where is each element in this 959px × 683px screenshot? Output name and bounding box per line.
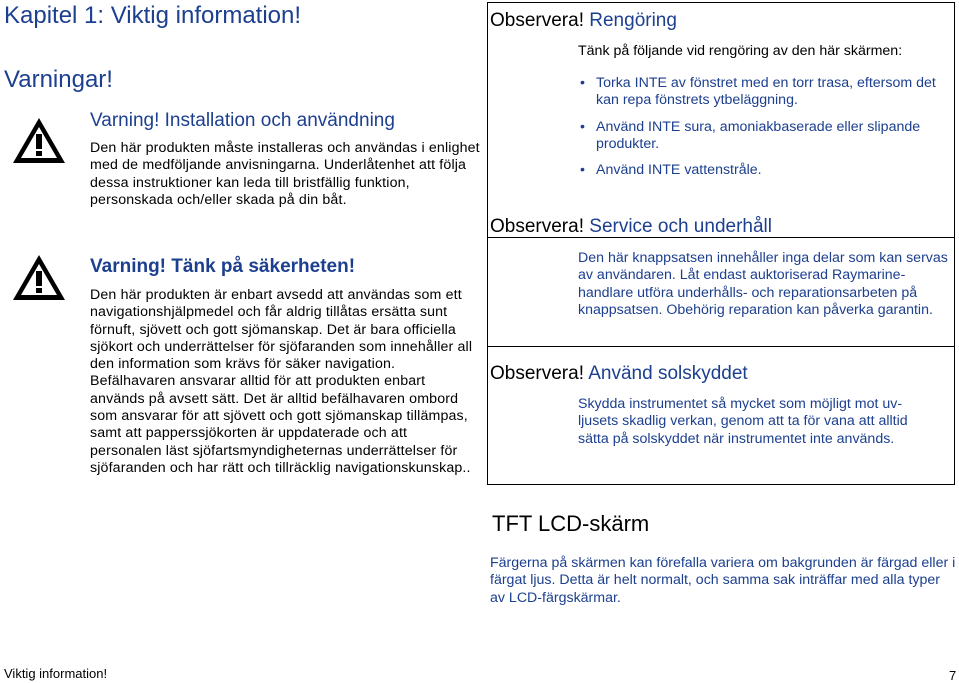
note-heading-sunshade: Observera! Använd solskyddet xyxy=(490,363,748,384)
warning-triangle-icon xyxy=(11,253,67,303)
section-title: Varningar! xyxy=(4,66,113,93)
warning-heading-installation: Varning! Installation och användning xyxy=(90,110,395,131)
footer-label: Viktig information! xyxy=(4,666,108,681)
chapter-title: Kapitel 1: Viktig information! xyxy=(4,2,302,29)
warning-triangle-icon xyxy=(11,116,67,166)
lcd-section-title: TFT LCD-skärm xyxy=(492,511,650,536)
cleaning-bullet-list xyxy=(578,75,956,188)
warning-body-installation: Den här produkten måste installeras och användas i enlighet med de medföljande anvisningarna. Underlåtenhet att följa dessa instruktioner kan leda till bristfällig funktion, personskada och/eller skada på din båt. xyxy=(90,140,480,208)
note-body-sunshade: Skydda instrumentet så mycket som möjligt mot uv-ljusets skadlig verkan, genom att ta för vana att alltid sätta på solskyddet när instrumentet inte används. xyxy=(578,396,908,447)
warning-body-safety: Den här produkten är enbart avsedd att användas som ett navigationshjälpmedel och får aldrig tillåtas ersätta sunt förnuft, sjövett och gott sjömanskap. Det är bara officiella sjökort och underrättelser för sjöfaranden som innehåller all den information som krävs för säker navigation. Befälhavaren ansvarar alltid för att produkten enbart används på avsett sätt. Det är alltid befälhavaren ombord som ansvarar för att sjövett och gott sjömanskap tillämpas, samt att papperssjökorten är uppdaterade och att personalen läst sjöfartsmyndigheternas underrättelser för sjöfaranden och har rätt och tillräcklig navigationskunskap.. xyxy=(90,287,473,476)
list-item: • Använd INTE sura, amoniakbaserade eller slipande produkter. xyxy=(580,118,921,152)
list-item: • Använd INTE vattenstråle. xyxy=(580,162,762,179)
note-heading-cleaning: Observera! Rengöring xyxy=(490,10,677,31)
page-number: 7 xyxy=(949,668,957,683)
warning-heading-safety: Varning! Tänk på säkerheten! xyxy=(90,256,356,277)
list-item: • Torka INTE av fönstret med en torr trasa, eftersom det kan repa fönstrets ytbeläggning. xyxy=(580,75,936,109)
lcd-section-body: Färgerna på skärmen kan förefalla variera om bakgrunden är färgad eller i färgat ljus. Detta är helt normalt, och samma sak inträffar med alla typer av LCD-färgskärmar. xyxy=(490,555,956,606)
note-heading-service: Observera! Service och underhåll xyxy=(490,216,772,237)
note-body-service: Den här knappsatsen innehåller inga delar som kan servas av användaren. Låt endast auktoriserad Raymarine-handlare utföra underhålls- och reparationsarbeten på knappsatsen. Obehörig reparation kan påverka garantin. xyxy=(578,250,948,318)
note-intro-cleaning: Tänk på följande vid rengöring av den här skärmen: xyxy=(578,43,903,59)
